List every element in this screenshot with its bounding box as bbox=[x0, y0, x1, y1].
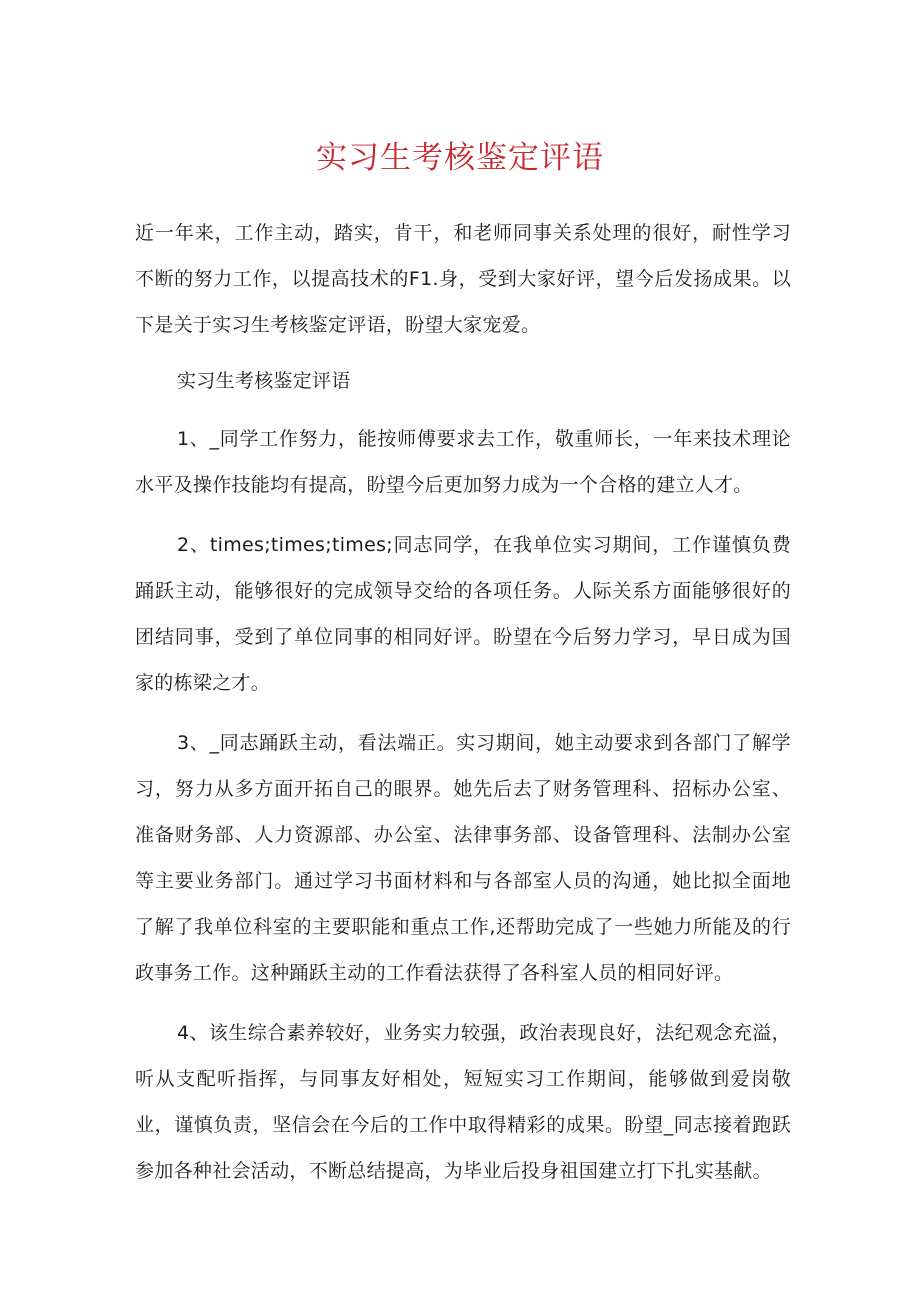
evaluation-paragraph-3: 3、_同志踊跃主动，看法端正。实习期间，她主动要求到各部门了解学习，努力从多方面开拓自己的眼界。她先后去了财务管理科、招标办公室、准备财务部、人力资源部、办公室、法律事务部、设备管理科、法制办公室等主要业务部门。通过学习书面材料和与各部室人员的沟通，她比拟全面地了解了我单位科室的主要职能和重点工作,还帮助完成了一些她力所能及的行政事务工作。这种踊跃主动的工作看法获得了各科室人员的相同好评。 bbox=[135, 732, 791, 984]
document-body bbox=[135, 210, 791, 1208]
document-title: 实习生考核鉴定评语 bbox=[316, 140, 604, 176]
intro-paragraph: 近一年来，工作主动，踏实，肯干，和老师同事关系处理的很好，耐性学习不断的努力工作，以提高技术的F1.身，受到大家好评，望今后发扬成果。以下是关于实习生考核鉴定评语，盼望大家宠爱。 bbox=[135, 222, 791, 336]
evaluation-paragraph-1: 1、_同学工作努力，能按师傅要求去工作，敬重师长，一年来技术理论水平及操作技能均有提高，盼望今后更加努力成为一个合格的建立人才。 bbox=[135, 428, 791, 496]
evaluation-paragraph-2: 2、times;times;times;同志同学，在我单位实习期间，工作谨慎负费踊跃主动，能够很好的完成领导交给的各项任务。人际关系方面能够很好的团结同事，受到了单位同事的相同好评。盼望在今后努力学习，早日成为国家的栋梁之才。 bbox=[135, 534, 791, 694]
section-subheading: 实习生考核鉴定评语 bbox=[177, 370, 351, 392]
evaluation-paragraph-4: 4、该生综合素养较好，业务实力较强，政治表现良好，法纪观念充溢，听从支配听指挥，与同事友好相处，短短实习工作期间，能够做到爱岗敬业，谨慎负责，坚信会在今后的工作中取得精彩的成果。盼望_同志接着跑跃参加各种社会活动，不断总结提高，为毕业后投身祖国建立打下扎实基献。 bbox=[135, 1022, 791, 1182]
